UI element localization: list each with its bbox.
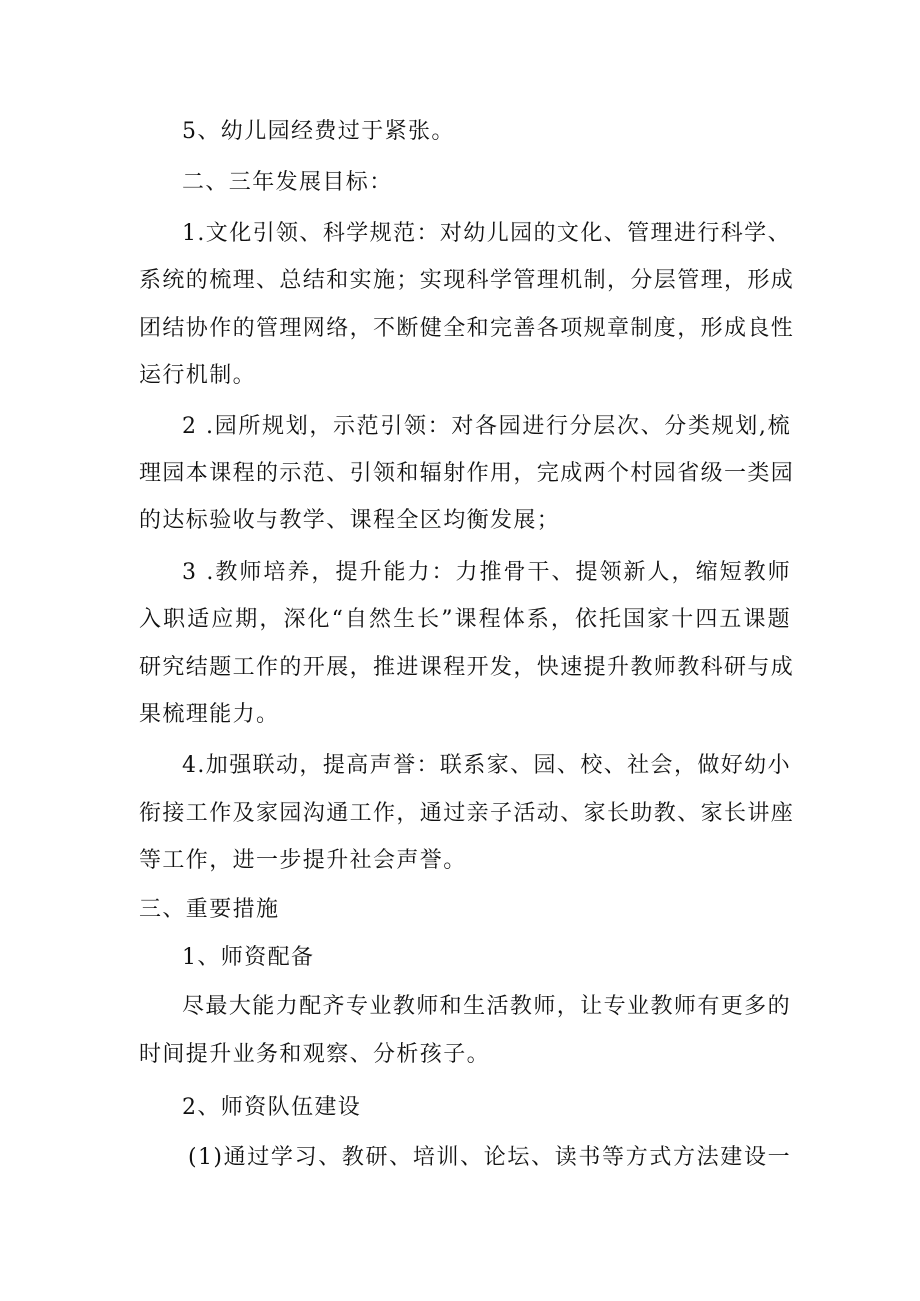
goal-1-line-3: 团结协作的管理网络，不断健全和完善各项规章制度，形成良性 (139, 316, 795, 341)
goal-1-line-4: 运行机制。 (139, 363, 257, 388)
section-heading-goals: 二、三年发展目标： (182, 170, 393, 195)
goal-4-line-3: 等工作，进一步提升社会声誉。 (139, 848, 467, 873)
goal-2-line-3: 的达标验收与教学、课程全区均衡发展； (139, 508, 561, 533)
goal-3-line-3: 研究结题工作的开展，推进课程开发，快速提升教师教科研与成 (139, 655, 795, 680)
goal-4-line-1: 4.加强联动，提高声誉：联系家、园、校、社会，做好幼小 (182, 753, 791, 778)
goal-1-line-2: 系统的梳理、总结和实施；实现科学管理机制，分层管理，形成 (139, 268, 795, 293)
goal-4-line-2: 衔接工作及家园沟通工作，通过亲子活动、家长助教、家长讲座 (139, 801, 795, 826)
goal-3-line-1: 3 .教师培养，提升能力：力推骨干、提领新人，缩短教师 (182, 560, 791, 585)
section-heading-measures: 三、重要措施 (139, 897, 280, 922)
subheading-team-building: 2、师资队伍建设 (182, 1095, 362, 1120)
goal-2-line-1: 2 .园所规划，示范引领：对各园进行分层次、分类规划,梳 (182, 414, 791, 439)
staffing-line-2: 时间提升业务和观察、分析孩子。 (139, 1042, 491, 1067)
team-building-line-1: (1)通过学习、教研、培训、论坛、读书等方式方法建设一 (188, 1145, 791, 1170)
goal-1-line-1: 1.文化引领、科学规范：对幼儿园的文化、管理进行科学、 (182, 221, 791, 246)
goal-3-line-2: 入职适应期，深化“自然生长”课程体系，依托国家十四五课题 (139, 607, 791, 632)
goal-3-line-4: 果梳理能力。 (139, 702, 280, 727)
staffing-line-1: 尽最大能力配齐专业教师和生活教师，让专业教师有更多的 (182, 994, 791, 1019)
goal-2-line-2: 理园本课程的示范、引领和辐射作用，完成两个村园省级一类园 (139, 461, 795, 486)
subheading-staffing: 1、师资配备 (182, 945, 315, 970)
list-item-funding: 5、幼儿园经费过于紧张。 (182, 119, 455, 144)
